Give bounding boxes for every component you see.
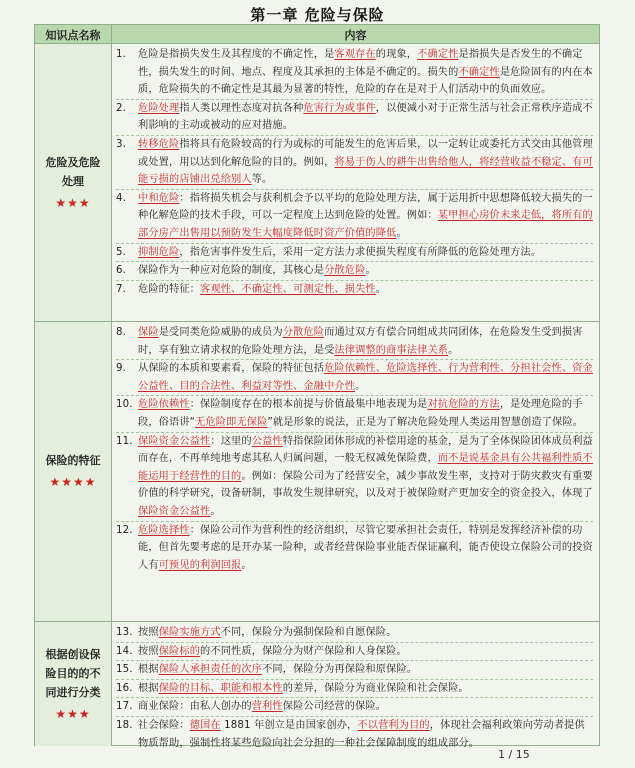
section-items — [112, 622, 599, 749]
highlighted-term: 不确定性 — [458, 66, 500, 78]
item-number: 6. — [116, 265, 127, 277]
text-segment: 商业保险：由私人创办的 — [138, 701, 252, 713]
text-segment: 保险作为一种应对危险的制度，其核心是 — [138, 265, 325, 277]
item-text — [138, 680, 593, 698]
item-number: 11. — [116, 435, 133, 447]
text-segment: 。 — [355, 380, 366, 392]
highlighted-term: 分散危险 — [324, 265, 366, 277]
text-segment: 的差异，保险分为商业保险和社会保险。 — [282, 682, 469, 694]
highlighted-term: 转移危险 — [138, 138, 180, 150]
text-segment: 按照 — [138, 627, 159, 638]
highlighted-term: 可预见的利润回报 — [158, 559, 242, 571]
star-rating: ★★★★ — [49, 475, 97, 489]
text-segment: 而通过双方有偿合同组成共同团体，在危险发生受到损害时，享有独立请求权的危险处理方法，是受 — [138, 327, 583, 356]
item-number: 8. — [116, 327, 127, 338]
text-segment: 。 — [210, 505, 221, 517]
highlighted-term: 中和危险 — [138, 192, 180, 204]
text-segment: 从保险的本质和要素看，保险的特征包括 — [138, 363, 325, 375]
text-segment: 社会保险： — [138, 719, 190, 731]
text-segment: 指将具有危险较高的行为或标的可能发生的危害后果，以一定转让或委托方式交由其他管理或处置，用以达到化解危险的目的。例如， — [138, 138, 593, 168]
list-item — [116, 643, 593, 662]
item-number: 1. — [116, 49, 127, 60]
highlighted-term: 保险的目标、职能和根本性 — [158, 682, 283, 694]
item-text — [138, 698, 593, 716]
text-segment: ：保险制度存在的根本前提与价值最集中地表现为是 — [189, 399, 428, 411]
item-text — [138, 324, 593, 359]
text-segment: 等。 — [251, 174, 273, 186]
text-segment: 不同，保险分为强制保险和自愿保险。 — [220, 627, 397, 638]
text-segment: ，以便减小对于正常生活与社会正常秩序造成不利影响的主动或被动的应对措施。 — [138, 102, 593, 132]
item-number: 15. — [116, 664, 133, 676]
item-text — [138, 396, 593, 431]
page-title: 第一章 危险与保险 — [250, 6, 385, 24]
page-indicator: 1 / 15 — [498, 748, 530, 761]
item-text — [138, 643, 593, 661]
text-segment: 。 — [375, 283, 387, 295]
highlighted-term: 保险标的 — [158, 645, 201, 657]
highlighted-term: 法律调整的商事法律关系 — [334, 344, 449, 356]
text-segment: 危险的特征： — [138, 283, 201, 295]
highlighted-term: 不确定性 — [417, 49, 459, 60]
list-item — [116, 433, 593, 522]
highlighted-term: 而不是说基金具有公共福利性质不能运用于经营性的目的 — [138, 453, 593, 482]
list-item — [116, 46, 593, 100]
text-segment: 1881 年创立是由国家创办， — [220, 719, 358, 731]
text-segment: 。 — [241, 559, 252, 571]
item-text — [138, 717, 593, 752]
list-item — [116, 100, 593, 136]
item-number: 4. — [116, 192, 127, 204]
star-rating: ★★★ — [55, 706, 91, 721]
item-text — [138, 661, 593, 679]
highlighted-term: 危险依赖性、危险选择性、行为营利性、分担社会性、资金公益性、目的合法性、利益对等性、金融中介性 — [138, 363, 593, 392]
item-number: 10. — [116, 399, 133, 411]
text-segment: 。 — [396, 227, 407, 239]
section-title-cell — [35, 322, 112, 621]
section-classification — [35, 622, 599, 749]
item-text — [138, 262, 593, 280]
item-text — [138, 244, 593, 262]
list-item — [116, 698, 593, 717]
highlighted-term: 客观存在 — [334, 49, 376, 60]
highlighted-term: 无危险即无保险 — [195, 416, 268, 428]
text-segment: ，体现社会福利政策向劳动者提供物质帮助，强制性将某些危险向社会分担的一种社会保障制度的组成部分。 — [138, 719, 585, 749]
section-title-cell — [35, 44, 112, 321]
text-segment: 的现象， — [375, 49, 418, 60]
list-item — [116, 624, 593, 643]
text-segment: 是受同类危险威胁的成员为 — [158, 327, 283, 338]
highlighted-term: 保险人承担责任的次序 — [158, 664, 263, 676]
item-text — [138, 136, 593, 189]
item-number: 9. — [116, 363, 127, 375]
highlighted-term: 保险资金公益性 — [138, 505, 211, 517]
section-title: 保险的特征 — [45, 454, 101, 467]
text-segment: 保险公司经营的保险。 — [282, 701, 387, 713]
highlighted-term: 保险 — [138, 327, 159, 338]
highlighted-term: 德国在 — [189, 719, 221, 731]
item-number: 13. — [116, 627, 133, 638]
highlighted-term: 某甲担心房价未来走低，将所有的部分房产出售用以预防发生大幅度降低时资产价值的降低 — [138, 210, 593, 239]
item-text — [138, 624, 593, 642]
text-segment: ：这里的 — [210, 435, 252, 447]
highlighted-term: 保险实施方式 — [158, 627, 221, 638]
text-segment: 特指保险团体形成的补偿用途的基金，是为了全体保险团体成员利益而存在，不再单纯地考虑其私人归属问题，一般无权减免保险费， — [138, 435, 593, 465]
highlighted-term: 危害行为或事件 — [303, 102, 376, 114]
highlighted-term: 抑制危险 — [138, 246, 180, 258]
highlighted-term: 保险资金公益性 — [138, 435, 211, 447]
item-number: 2. — [116, 102, 127, 114]
text-segment: 。例如：保险公司为了经营安全，减少事故发生率，支持对于防灾救灾有重要价值的科学研究，设备研制，事故发生规律研究，以及对于被保险财产更加安全的资金投入，体现了 — [138, 470, 593, 500]
highlighted-term: 危险依赖性 — [138, 399, 190, 411]
item-text — [138, 522, 593, 575]
star-rating: ★★★ — [55, 195, 91, 210]
text-segment: 是危险固有的内在本质，危险损失的不确定性是其最为显著的特性，危险的存在是对于人们活动中的负面效应。 — [138, 66, 593, 96]
item-number: 18. — [116, 719, 133, 731]
text-segment: 是指损失是否发生的不确定性，损失发生的时间、地点、程度及其承担的主体是不确定的。损失的 — [138, 49, 583, 78]
highlighted-term: 营利性 — [251, 701, 283, 713]
list-item — [116, 396, 593, 432]
text-segment: ”就是形象的说法，正是为了解决危险处理人类运用智慧创造了保险。 — [267, 416, 584, 428]
highlighted-term: 危险选择性 — [138, 524, 190, 536]
item-number: 5. — [116, 246, 127, 258]
text-segment: 。 — [448, 344, 459, 356]
text-segment: 根据 — [138, 682, 159, 694]
list-item — [116, 136, 593, 190]
text-segment: 按照 — [138, 645, 159, 657]
item-text — [138, 46, 593, 99]
list-item — [116, 281, 593, 299]
item-number: 17. — [116, 701, 133, 713]
text-segment: ，指危害事件发生后，采用一定方法力求使损失程度有所降低的危险处理方法。 — [179, 246, 542, 258]
list-item — [116, 190, 593, 244]
list-item — [116, 661, 593, 680]
section-title: 危险及危险处理 — [45, 155, 101, 188]
section-items — [112, 322, 599, 621]
section-risk — [35, 44, 599, 322]
item-number: 12. — [116, 524, 133, 536]
highlighted-term: 客观性、不确定性、可测定性、损失性 — [200, 283, 376, 295]
text-segment: 的不同性质，保险分为财产保险和人身保险。 — [200, 645, 407, 657]
item-text — [138, 281, 593, 299]
header-col-topic: 知识点名称 — [45, 29, 101, 42]
text-segment: 。 — [365, 265, 376, 277]
item-text — [138, 433, 593, 521]
item-number: 16. — [116, 682, 133, 694]
highlighted-term: 将易于伤人的耕牛出售给他人，将经营收益不稳定、有可能亏损的店铺出兑给别人 — [138, 156, 593, 186]
list-item — [116, 244, 593, 263]
section-title: 根据创设保险目的的不同进行分类 — [45, 647, 101, 699]
text-segment: 根据 — [138, 664, 159, 676]
item-text — [138, 190, 593, 243]
list-item — [116, 262, 593, 281]
item-number: 3. — [116, 138, 127, 150]
item-text — [138, 360, 593, 395]
text-segment: ：保险公司作为营利性的经济组织，尽管它要承担社会责任，特别是发挥经济补偿的功能，但首先要考虑的是开办某一险种，或者经营保险事业能否保证赢利，能否使设立保险公司的投资人有 — [138, 524, 593, 571]
knowledge-table — [34, 24, 600, 749]
item-number: 7. — [116, 283, 127, 295]
list-item — [116, 324, 593, 360]
text-segment: 危险是指损失发生及其程度的不确定性，是 — [138, 49, 335, 60]
text-segment: 指人类以理性态度对抗各种 — [179, 102, 304, 114]
item-number: 14. — [116, 645, 133, 657]
list-item — [116, 680, 593, 699]
text-segment: ：指将损失机会与获利机会予以平均的危险处理方法，属于运用折中思想降低较大损失的一种化解危险的技术手段，可以一定程度上达到危险的处置。例如： — [138, 192, 593, 222]
table-header — [35, 25, 599, 44]
highlighted-term: 危险处理 — [138, 102, 180, 114]
section-title-cell — [35, 622, 112, 746]
section-insurance-features — [35, 322, 599, 622]
highlighted-term: 不以营利为目的 — [357, 719, 430, 731]
section-items — [112, 44, 599, 321]
highlighted-term: 对抗危险的方法 — [427, 399, 500, 411]
list-item — [116, 360, 593, 396]
text-segment: 不同，保险分为再保险和原保险。 — [262, 664, 418, 676]
list-item — [116, 717, 593, 752]
highlighted-term: 分散危险 — [282, 327, 325, 338]
list-item — [116, 522, 593, 575]
item-text — [138, 100, 593, 135]
text-segment: ，是处理危险的手段，俗语讲“ — [138, 399, 583, 428]
header-col-content: 内容 — [344, 29, 367, 42]
highlighted-term: 公益性 — [251, 435, 283, 447]
